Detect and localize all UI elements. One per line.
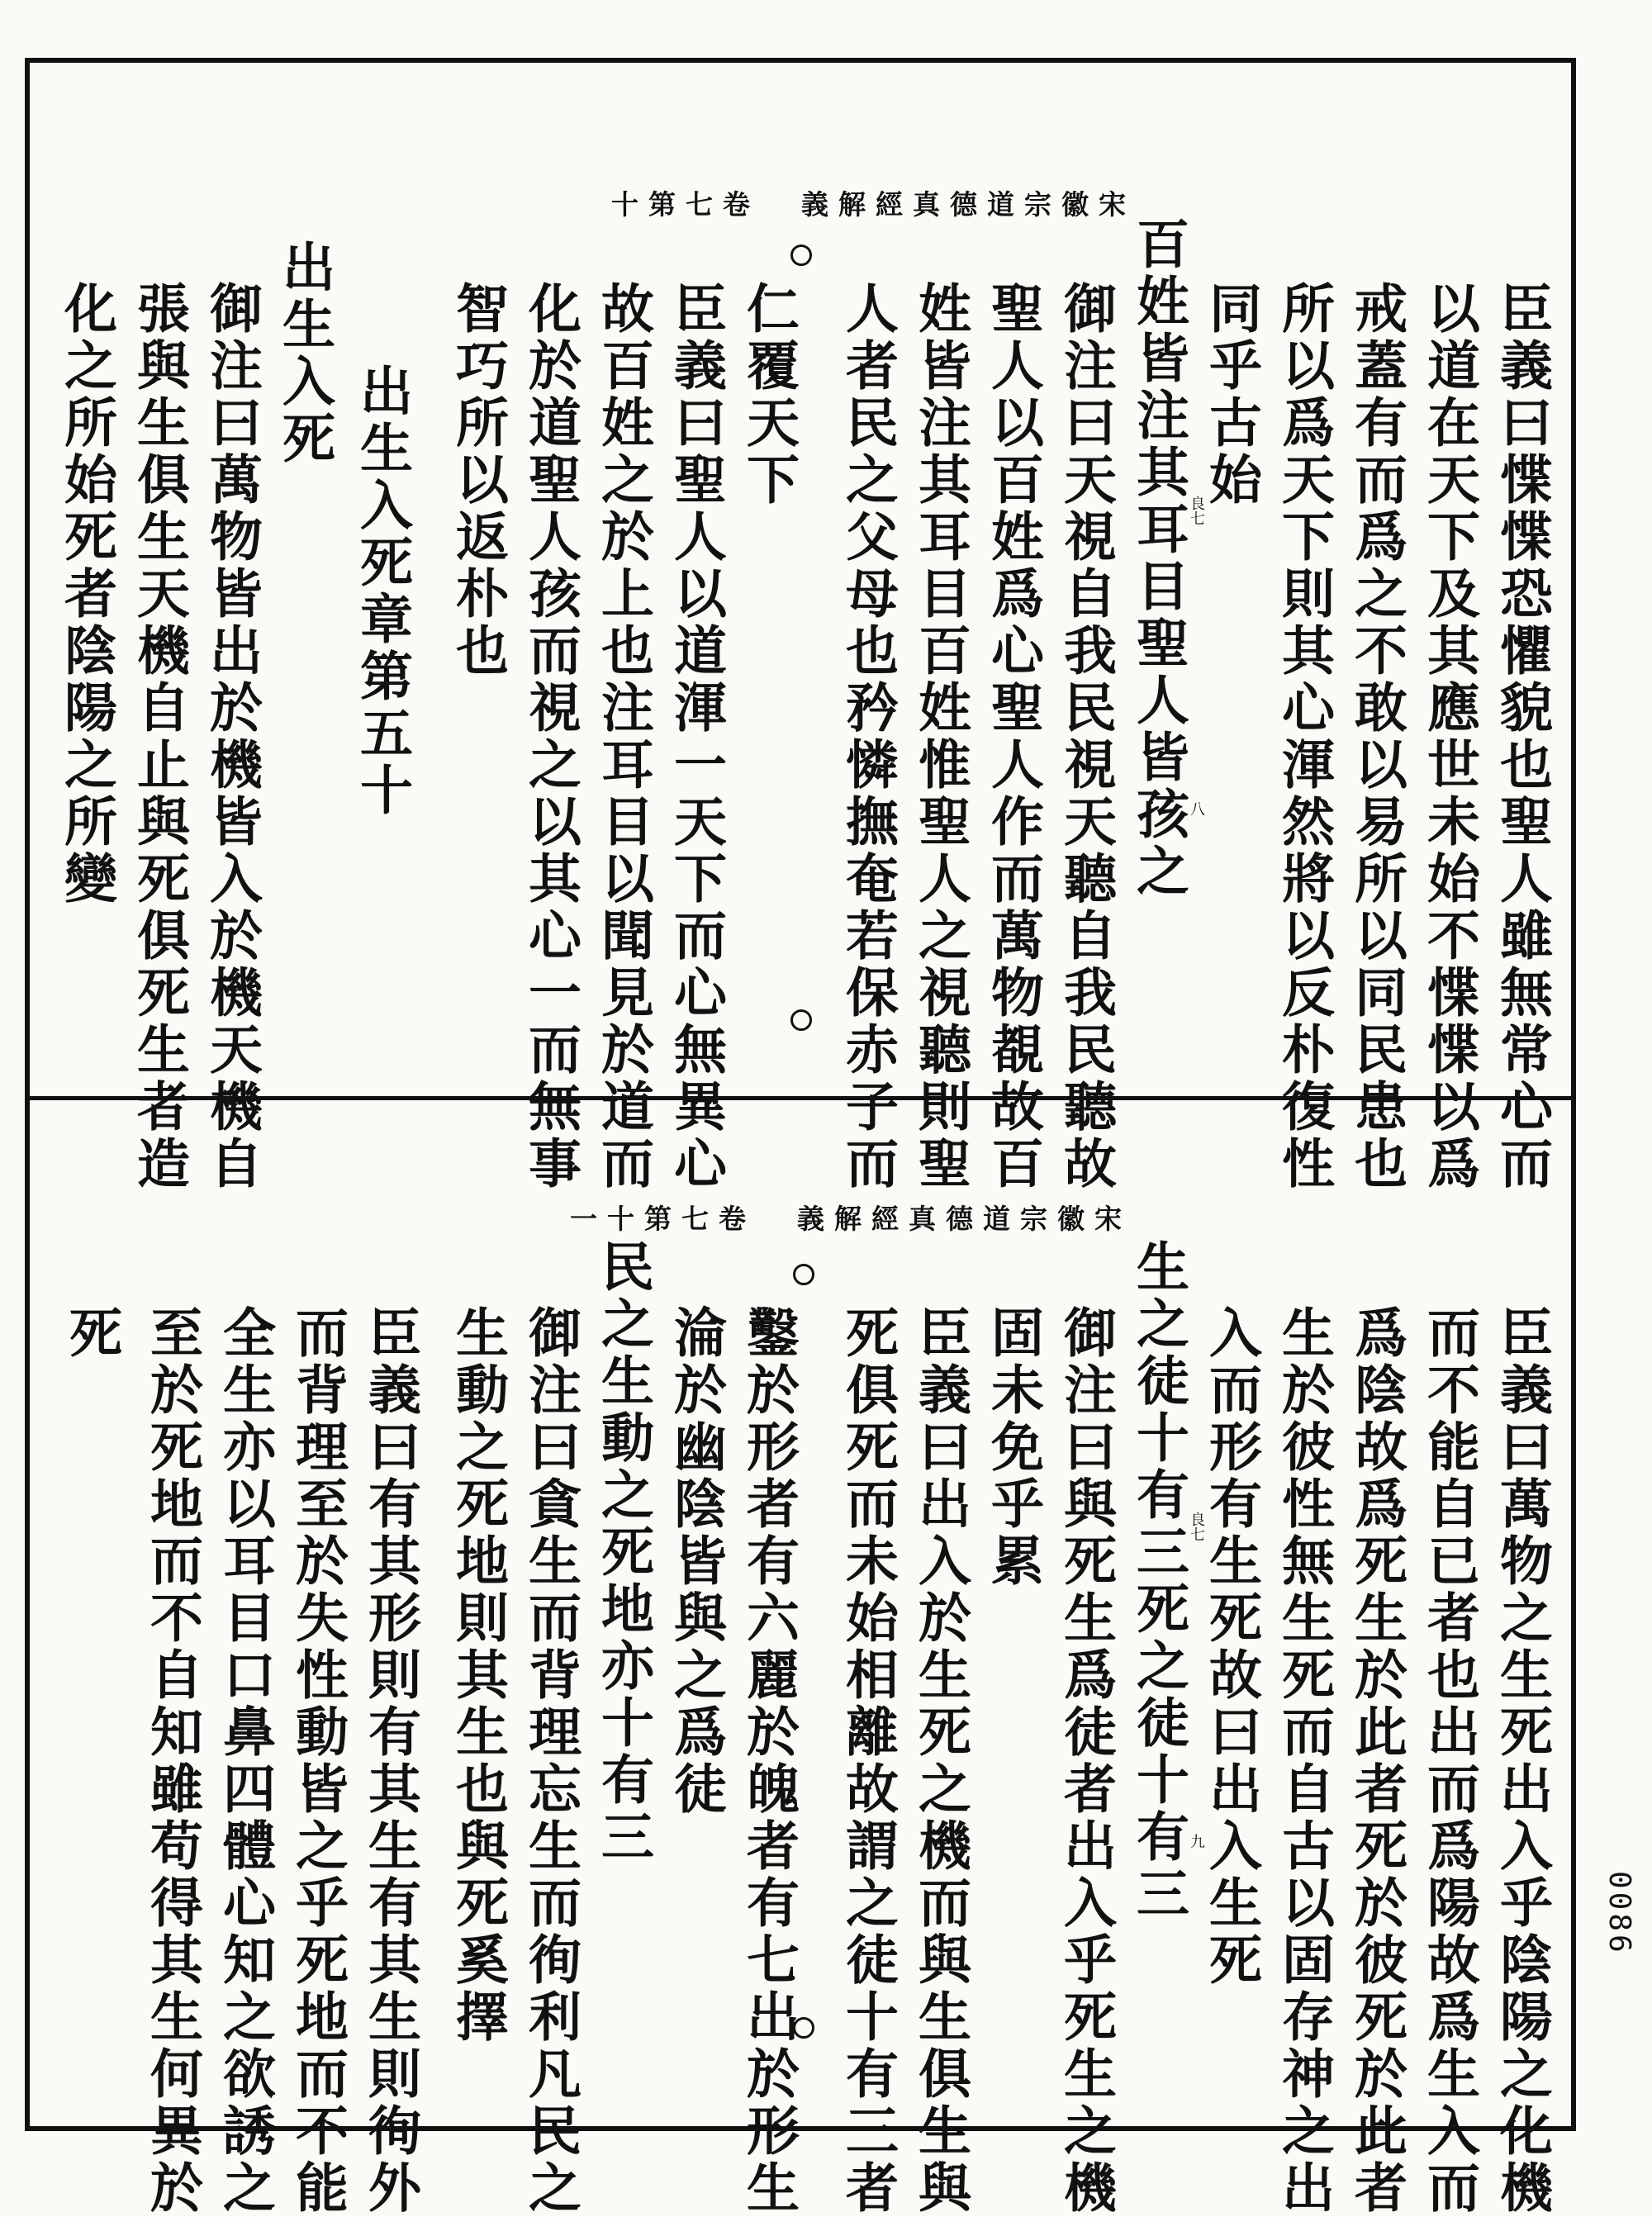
bottom-column-10: 死俱死而未始相離故謂之徒十有三者 (837, 1305, 899, 2217)
bottom-column-20: 死 (60, 1305, 122, 1362)
bottom-column-8: 固未免乎累 (982, 1305, 1044, 1590)
top-column-19: 張與生俱生天機自止與死俱死生者造 (128, 281, 190, 1193)
top-column-2: 以道在天下及其應世未始不惵惵以爲 (1418, 281, 1480, 1193)
top-column-4: 所以爲天下則其心渾然將以反朴復性 (1273, 281, 1335, 1193)
top-header-left: 十第七卷 (611, 188, 760, 221)
bottom-column-5: 入而形有生死故曰出入生死 (1200, 1305, 1262, 1989)
top-column-10: 人者民之父母也矜憐撫奄若保赤子而 (837, 281, 899, 1193)
top-column-20: 化之所始死者陰陽之所變 (55, 281, 117, 908)
bottom-column-13: 民之生動之死地亦十有三 (592, 1239, 654, 1866)
bottom-column-19: 至於死地而不自知雖苟得其生何異於 (141, 1305, 203, 2217)
bottom-column-17: 而背理至於失性動皆之乎死地而不能 (287, 1305, 349, 2217)
top-header (611, 183, 1136, 222)
bottom-column-12: 淪於幽陰皆與之爲徒 (665, 1305, 727, 1818)
top-column-6: 百姓皆注其耳目聖人皆孩之 (1127, 216, 1189, 900)
top-column-11: 仁覆天下 (738, 281, 800, 509)
bottom-column-18: 全生亦以耳目口鼻四體心知之欲誘之 (214, 1305, 276, 2217)
bottom-note-1: 良七 (1188, 1512, 1205, 1541)
section-circle (790, 244, 812, 266)
bottom-column-7: 御注曰與死生爲徒者出入乎死生之機 (1055, 1305, 1117, 2217)
bottom-header (570, 1198, 1132, 1237)
section-circle (793, 1264, 814, 1285)
top-column-9: 姓皆注其耳目百姓惟聖人之視聽則聖 (909, 281, 971, 1193)
top-column-12: 臣義曰聖人以道渾一天下而心無異心 (665, 281, 727, 1193)
bottom-header-left: 一十第七卷 (570, 1203, 756, 1235)
section-circle (790, 1009, 812, 1031)
bottom-column-11: 鑿於形者有六麗於魄者有七出於形生 (738, 1305, 800, 2217)
bottom-column-3: 爲陰故爲死生於此者死於彼死於此者 (1346, 1305, 1408, 2217)
top-column-5: 同乎古始 (1200, 281, 1262, 509)
bottom-column-14: 御注曰貪生而背理忘生而徇利凡民之 (520, 1305, 582, 2217)
top-column-13: 故百姓之於上也注耳目以聞見於道而 (592, 281, 654, 1193)
bottom-note-2: 九 (1188, 1834, 1205, 1849)
top-column-7: 御注曰天視自我民視天聽自我民聽故 (1055, 281, 1117, 1193)
top-header-right: 義解經真德道宗徽宋 (801, 188, 1136, 221)
page-number: 0086 (1602, 1871, 1636, 1956)
bottom-column-16: 臣義曰有其形則有其生有其生則徇外 (359, 1305, 421, 2217)
bottom-column-1: 臣義曰萬物之生死出入乎陰陽之化機 (1491, 1305, 1553, 2217)
top-note-1: 良七 (1188, 496, 1205, 525)
bottom-column-6: 生之徒十有三死之徒十有三 (1127, 1239, 1189, 1923)
top-column-8: 聖人以百姓爲心聖人作而萬物覩故百 (982, 281, 1044, 1193)
bottom-column-4: 生於彼性無生死而自古以固存神之出 (1273, 1305, 1335, 2217)
top-column-17: 出生入死 (273, 240, 335, 468)
top-column-16: 出生入死章第五十 (351, 363, 413, 819)
bottom-column-15: 生動之死地則其生也與死奚擇 (447, 1305, 509, 2046)
top-note-2: 八 (1188, 801, 1205, 816)
bottom-header-right: 義解經真德道宗徽宋 (797, 1203, 1132, 1235)
top-column-18: 御注曰萬物皆出於機皆入於機天機自 (201, 281, 263, 1193)
top-column-1: 臣義曰惵惵恐懼貌也聖人雖無常心而 (1491, 281, 1553, 1193)
bottom-column-9: 臣義曰出入於生死之機而與生俱生與 (909, 1305, 971, 2217)
top-column-3: 戒蓋有而爲之不敢以易所以同民患也 (1346, 281, 1408, 1193)
top-column-14: 化於道聖人孩而視之以其心一而無事 (520, 281, 582, 1193)
bottom-column-2: 而不能自已者也出而爲陽故爲生入而 (1418, 1305, 1480, 2217)
top-column-15: 智巧所以返朴也 (447, 281, 509, 680)
